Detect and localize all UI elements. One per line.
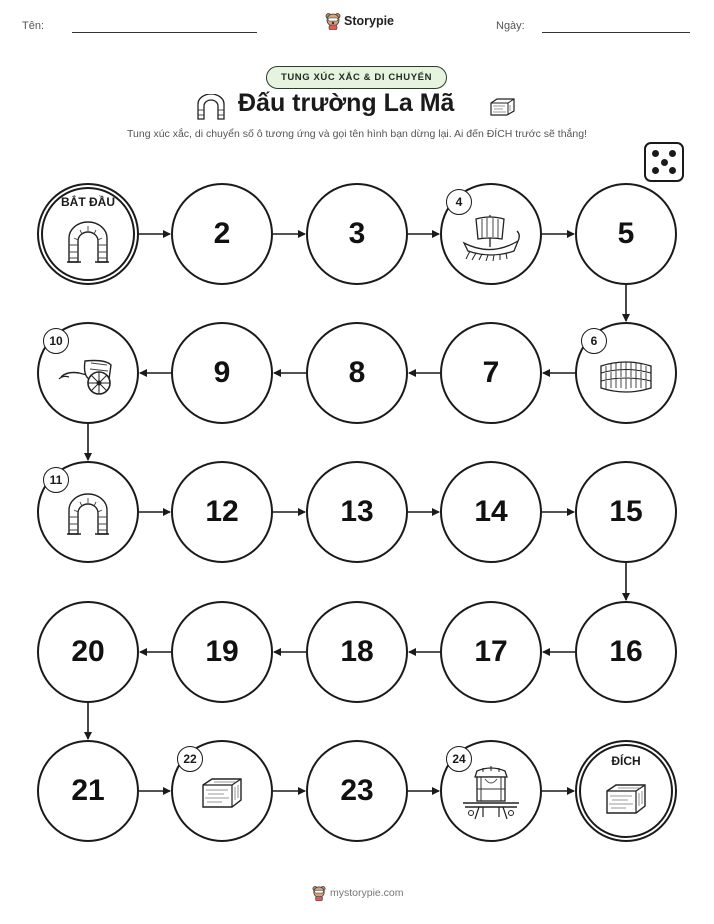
board-space-15 <box>575 461 677 563</box>
instructions: Tung xúc xắc, di chuyển số ô tương ứng và gọi tên hình bạn dừng lại. Ai đến ĐÍCH trước sẽ thắng! <box>126 128 587 140</box>
space-number: 8 <box>348 356 366 389</box>
board-space-finish <box>575 740 677 842</box>
board-space-2 <box>171 183 273 285</box>
arch-icon <box>66 493 110 540</box>
space-number-badge: 24 <box>446 746 472 772</box>
stone-block-icon <box>200 776 244 815</box>
stone-block-icon <box>604 782 648 821</box>
board-space-16 <box>575 601 677 703</box>
board-space-23 <box>306 740 408 842</box>
brand-name: Storypie <box>344 14 395 28</box>
space-number: 9 <box>213 356 231 389</box>
start-label: BẮT ĐẦU <box>61 195 115 209</box>
date-label: Ngày: <box>496 20 525 32</box>
board-space-8 <box>306 322 408 424</box>
space-number: 18 <box>340 635 374 668</box>
space-number-badge: 22 <box>177 746 203 772</box>
colosseum-icon <box>598 356 654 399</box>
board-space-10 <box>37 322 139 424</box>
ship-icon <box>460 211 522 266</box>
board-space-18 <box>306 601 408 703</box>
footer-url: mystorypie.com <box>330 887 404 899</box>
board-space-22 <box>171 740 273 842</box>
space-number-badge: 6 <box>581 328 607 354</box>
space-number-badge: 11 <box>43 467 69 493</box>
space-number-badge: 4 <box>446 189 472 215</box>
board-space-3 <box>306 183 408 285</box>
space-number: 5 <box>617 217 635 250</box>
board-space-14 <box>440 461 542 563</box>
game-type-pill: TUNG XÚC XẮC & DI CHUYỂN <box>266 66 447 89</box>
board-space-start <box>37 183 139 285</box>
space-number: 20 <box>71 635 105 668</box>
chariot-icon <box>57 353 119 402</box>
space-number: 15 <box>609 495 643 528</box>
finish-label: ĐÍCH <box>611 754 641 768</box>
space-number-badge: 10 <box>43 328 69 354</box>
space-number: 16 <box>609 635 643 668</box>
arch-icon <box>66 221 110 268</box>
board-space-4 <box>440 183 542 285</box>
name-label: Tên: <box>22 20 45 32</box>
board-space-20 <box>37 601 139 703</box>
board-space-17 <box>440 601 542 703</box>
space-number: 13 <box>340 495 374 528</box>
board-space-13 <box>306 461 408 563</box>
bear-mascot-icon <box>312 885 326 901</box>
board-space-9 <box>171 322 273 424</box>
space-number: 3 <box>348 217 366 250</box>
page-title: Đấu trường La Mã <box>238 89 455 117</box>
board-space-24 <box>440 740 542 842</box>
board-space-6 <box>575 322 677 424</box>
board-space-11 <box>37 461 139 563</box>
litter-icon <box>461 765 521 826</box>
space-number: 14 <box>474 495 508 528</box>
board-space-7 <box>440 322 542 424</box>
space-number: 7 <box>482 356 500 389</box>
space-number: 19 <box>205 635 239 668</box>
board-space-19 <box>171 601 273 703</box>
space-number: 23 <box>340 774 374 807</box>
board-space-21 <box>37 740 139 842</box>
space-number: 17 <box>474 635 508 668</box>
space-number: 21 <box>71 774 105 807</box>
footer <box>312 885 404 901</box>
space-number: 12 <box>205 495 239 528</box>
board-space-12 <box>171 461 273 563</box>
space-number: 2 <box>213 217 231 250</box>
board-space-5 <box>575 183 677 285</box>
